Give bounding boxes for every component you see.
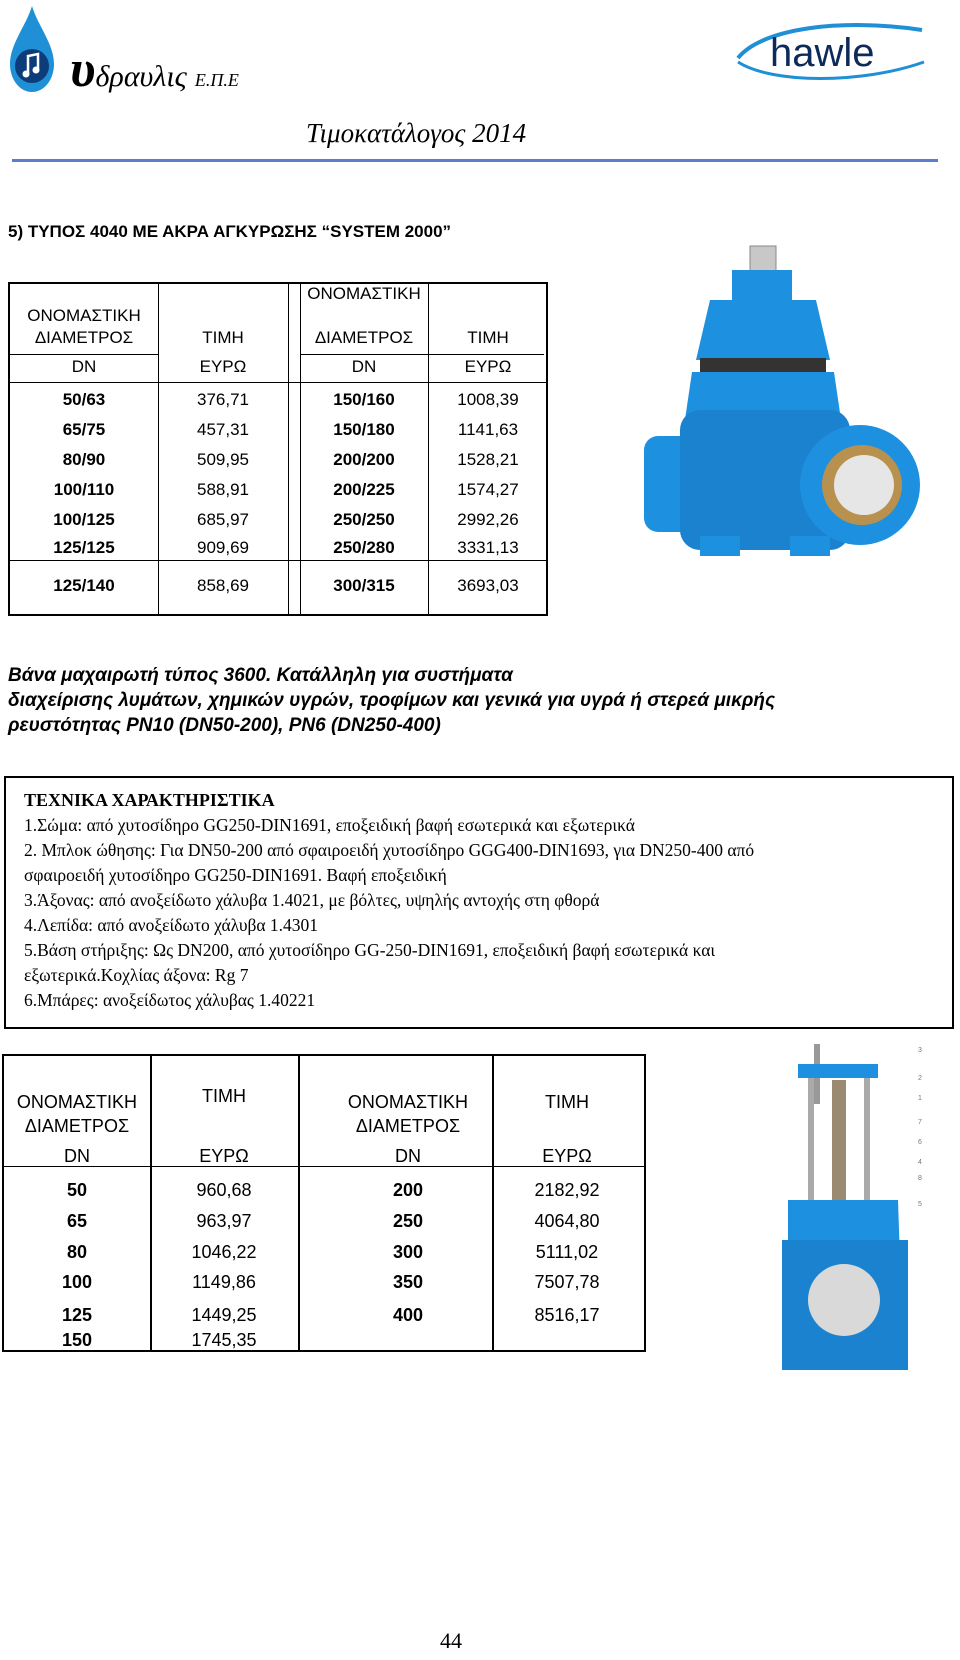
unit-euro: ΕΥΡΩ [199, 1146, 249, 1166]
price-table-type-3600 [2, 1054, 646, 1352]
column-header-price: ΤΙΜΗ [467, 328, 509, 347]
unit-euro: ΕΥΡΩ [542, 1146, 592, 1166]
hawle-logo [732, 18, 932, 88]
table-cell-dn: 150/180 [333, 420, 395, 439]
specs-title: ΤΕΧΝΙΚΑ ΧΑΡΑΚΤΗΡΙΣΤΙΚΑ [24, 790, 275, 810]
spec-item: 2. Μπλοκ ώθησης: Για DN50-200 από σφαιροειδή χυτοσίδηρο GGG400-DIN1693, για DN250-400 από [24, 840, 755, 860]
table-cell-price: 960,68 [196, 1180, 252, 1200]
spec-item: 1.Σώμα: από χυτοσίδηρο GG250-DIN1691, εποξειδική βαφή εσωτερικά και εξωτερικά [24, 815, 635, 835]
spec-item: εξωτερικά.Κοχλίας άξονα: Rg 7 [24, 965, 249, 985]
table-divider [10, 382, 546, 383]
table-cell-price: 5111,02 [535, 1242, 599, 1262]
table-cell-price: 1745,35 [191, 1330, 257, 1350]
callout-number: 3 [918, 1047, 922, 1054]
table-divider [298, 1056, 300, 1350]
column-header-diameter: ΔΙΑΜΕΤΡΟΣ [24, 1116, 130, 1136]
table-cell-price: 1574,27 [457, 480, 519, 499]
table-divider [300, 354, 544, 355]
callout-number: 6 [918, 1139, 922, 1146]
table-cell-dn: 100 [61, 1272, 93, 1292]
table-divider [10, 560, 546, 561]
unit-dn: DN [71, 357, 97, 376]
description-line: ρευστότητας ΡΝ10 (DN50-200), PN6 (DN250-400) [8, 715, 441, 736]
spec-item: σφαιροειδή χυτοσίδηρο GG250-DIN1691. Βαφή εποξειδική [24, 865, 447, 885]
table-cell-dn: 200/225 [333, 480, 395, 499]
table-cell-dn: 200/200 [333, 450, 395, 469]
gate-valve-illustration [640, 240, 930, 570]
table-divider [10, 354, 158, 355]
table-cell-dn: 100/110 [53, 480, 115, 499]
spec-item: 6.Μπάρες: ανοξείδωτος χάλυβας 1.40221 [24, 990, 316, 1010]
table-cell-price: 376,71 [197, 390, 249, 409]
unit-dn: DN [395, 1146, 421, 1166]
water-drop-logo-icon [6, 4, 58, 94]
table-cell-dn: 250/280 [333, 538, 395, 557]
table-cell-price: 909,69 [197, 538, 249, 557]
table-cell-price: 963,97 [196, 1211, 252, 1231]
table-cell-price: 1149,86 [192, 1272, 256, 1292]
product-description [8, 663, 938, 738]
spec-item: 3.Άξονας: από ανοξείδωτο χάλυβα 1.4021, με βόλτες, υψηλής αντοχής στη φθορά [24, 890, 600, 910]
table-cell-dn: 250/250 [333, 510, 395, 529]
table-cell-dn: 350 [392, 1272, 424, 1292]
table-cell-dn: 200 [392, 1180, 424, 1200]
brand-initial: υ [70, 41, 96, 98]
unit-euro: ΕΥΡΩ [464, 357, 512, 376]
callout-number: 4 [918, 1159, 922, 1166]
callout-number: 2 [918, 1075, 922, 1082]
column-header-price: ΤΙΜΗ [202, 1086, 246, 1106]
table-cell-dn: 300 [392, 1242, 424, 1262]
column-header-diameter: ΔΙΑΜΕΤΡΟΣ [355, 1116, 461, 1136]
description-line: διαχείρισης λυμάτων, χημικών υγρών, τροφίμων και γενικά για υγρά ή στερεά μικρής [8, 690, 776, 711]
price-table-type-4040 [8, 282, 548, 616]
callout-number: 1 [918, 1095, 922, 1102]
hawle-logo-text: hawle [770, 31, 875, 75]
table-cell-price: 457,31 [197, 420, 249, 439]
table-cell-dn: 400 [392, 1305, 424, 1325]
table-divider [288, 284, 289, 614]
knife-gate-valve-illustration [768, 1040, 948, 1380]
table-cell-dn: 150 [61, 1330, 93, 1350]
table-cell-dn: 300/315 [333, 576, 395, 595]
table-cell-dn: 65 [66, 1211, 88, 1231]
page-number: 44 [440, 1628, 462, 1653]
column-header-nominal: ΟΝΟΜΑΣΤΙΚΗ [27, 306, 141, 325]
callout-number: 5 [918, 1201, 922, 1208]
catalog-title: Τιμοκατάλογος 2014 [306, 118, 527, 148]
table-cell-price: 685,97 [197, 510, 249, 529]
column-header-diameter: ΔΙΑΜΕΤΡΟΣ [34, 328, 134, 347]
table-cell-dn: 125 [61, 1305, 93, 1325]
table-cell-price: 509,95 [197, 450, 249, 469]
table-cell-dn: 150/160 [333, 390, 395, 409]
header-divider [12, 159, 938, 162]
column-header-nominal: ΟΝΟΜΑΣΤΙΚΗ [347, 1092, 469, 1112]
table-cell-price: 3693,03 [457, 576, 519, 595]
table-cell-dn: 125/140 [53, 576, 115, 595]
column-header-diameter: ΔΙΑΜΕΤΡΟΣ [314, 328, 414, 347]
table-cell-price: 8516,17 [534, 1305, 600, 1325]
table-cell-price: 4064,80 [534, 1211, 600, 1231]
unit-euro: ΕΥΡΩ [199, 357, 247, 376]
table-cell-dn: 80 [66, 1242, 88, 1262]
table-cell-price: 3331,13 [457, 538, 519, 557]
table-cell-dn: 65/75 [62, 420, 106, 439]
table-cell-dn: 125/125 [53, 538, 115, 557]
callout-number: 8 [918, 1175, 922, 1182]
unit-dn: DN [64, 1146, 90, 1166]
column-header-nominal: ΟΝΟΜΑΣΤΙΚΗ [307, 284, 421, 303]
spec-item: 5.Βάση στήριξης: Ως DN200, από χυτοσίδηρο GG-250-DIN1691, εποξειδική βαφή εσωτερικά και [24, 940, 716, 960]
table-cell-price: 7507,78 [534, 1272, 600, 1292]
spec-item: 4.Λεπίδα: από ανοξείδωτο χάλυβα 1.4301 [24, 915, 319, 935]
brand-suffix: Ε.Π.Ε [194, 70, 239, 90]
table-cell-price: 1449,25 [191, 1305, 257, 1325]
table-cell-dn: 80/90 [62, 450, 106, 469]
table-cell-dn: 250 [392, 1211, 424, 1231]
table-cell-dn: 50 [66, 1180, 88, 1200]
technical-specs-box [4, 776, 954, 1029]
column-header-price: ΤΙΜΗ [202, 328, 244, 347]
table-cell-price: 588,91 [197, 480, 249, 499]
unit-dn: DN [351, 357, 377, 376]
table-cell-price: 1046,22 [191, 1242, 257, 1262]
section-heading: 5) ΤΥΠΟΣ 4040 ΜΕ ΑΚΡΑ ΑΓΚΥΡΩΣΗΣ “SYSTEM 2000” [8, 222, 452, 241]
table-cell-dn: 50/63 [62, 390, 106, 409]
table-cell-price: 2992,26 [457, 510, 519, 529]
table-cell-price: 1141,63 [457, 420, 519, 439]
description-line: Βάνα μαχαιρωτή τύπος 3600. Κατάλληλη για συστήματα [8, 665, 513, 686]
callout-number: 7 [918, 1119, 922, 1126]
column-header-nominal: ΟΝΟΜΑΣΤΙΚΗ [16, 1092, 138, 1112]
table-cell-price: 1528,21 [457, 450, 519, 469]
table-cell-price: 858,69 [197, 576, 249, 595]
table-cell-dn: 100/125 [53, 510, 115, 529]
table-cell-price: 2182,92 [534, 1180, 600, 1200]
table-cell-price: 1008,39 [457, 390, 519, 409]
brand-name: δραυλις [95, 60, 187, 93]
column-header-price: ΤΙΜΗ [545, 1092, 589, 1112]
company-brand [70, 41, 239, 98]
